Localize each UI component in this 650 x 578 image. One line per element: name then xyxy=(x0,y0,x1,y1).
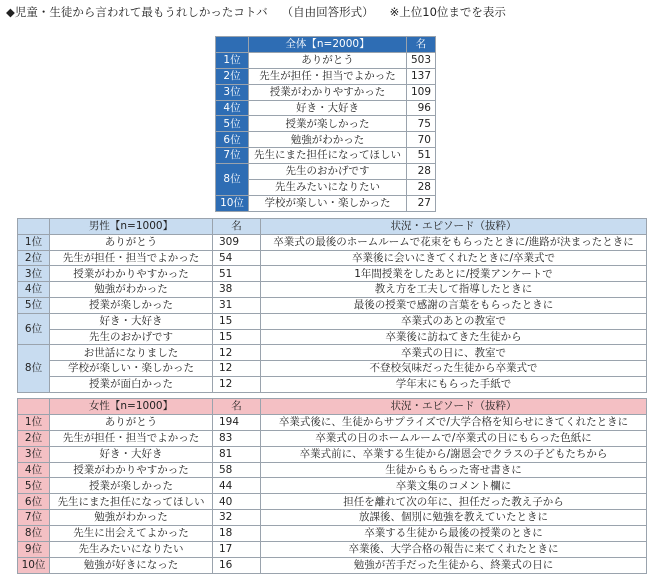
male-rank-cell: 1位 xyxy=(18,234,50,250)
page-title xyxy=(6,4,506,20)
male-table-row xyxy=(18,266,647,282)
female-phrase-cell: 授業が楽しかった xyxy=(50,478,213,494)
overall-count-header: 名 xyxy=(407,37,436,53)
male-count-cell: 12 xyxy=(213,376,261,392)
female-table-row xyxy=(18,446,647,462)
male-table-row xyxy=(18,345,647,361)
overall-phrase-cell: 先生が担任・担当でよかった xyxy=(249,68,407,84)
overall-count-cell: 75 xyxy=(407,116,436,132)
male-count-cell: 12 xyxy=(213,361,261,377)
overall-table-row xyxy=(216,84,436,100)
overall-header-row xyxy=(216,37,436,53)
title-note: ※上位10位までを表示 xyxy=(389,5,506,19)
overall-rank-header xyxy=(216,37,249,53)
male-rank-cell: 4位 xyxy=(18,282,50,298)
female-rank-cell: 1位 xyxy=(18,414,50,430)
female-table-row xyxy=(18,478,647,494)
male-rank-header xyxy=(18,219,50,235)
male-episode-cell: 最後の授業で感謝の言葉をもらったときに xyxy=(261,297,647,313)
male-table-row xyxy=(18,329,647,345)
male-count-cell: 31 xyxy=(213,297,261,313)
male-count-cell: 15 xyxy=(213,329,261,345)
female-table-row xyxy=(18,542,647,558)
male-table-row xyxy=(18,297,647,313)
overall-count-cell: 503 xyxy=(407,52,436,68)
overall-phrase-cell: 授業がわかりやすかった xyxy=(249,84,407,100)
female-count-cell: 16 xyxy=(213,557,261,573)
male-count-cell: 38 xyxy=(213,282,261,298)
male-rank-cell: 8位 xyxy=(18,345,50,392)
female-count-cell: 83 xyxy=(213,430,261,446)
female-table-row xyxy=(18,430,647,446)
male-phrase-cell: 授業が面白かった xyxy=(50,376,213,392)
overall-table-row xyxy=(216,52,436,68)
overall-rank-cell: 3位 xyxy=(216,84,249,100)
title-main: ◆児童・生徒から言われて最もうれしかったコトバ xyxy=(6,5,268,19)
female-table-row xyxy=(18,494,647,510)
title-format: （自由回答形式） xyxy=(281,5,374,19)
female-episode-cell: 担任を離れて次の年に、担任だった教え子から xyxy=(261,494,647,510)
female-phrase-cell: 先生に出会えてよかった xyxy=(50,526,213,542)
female-table-row xyxy=(18,557,647,573)
overall-rank-cell: 2位 xyxy=(216,68,249,84)
male-phrase-cell: お世話になりました xyxy=(50,345,213,361)
female-episode-header: 状況・エピソード（抜粋） xyxy=(261,399,647,415)
female-table xyxy=(17,398,647,574)
male-episode-header: 状況・エピソード（抜粋） xyxy=(261,219,647,235)
male-phrase-cell: 授業がわかりやすかった xyxy=(50,266,213,282)
overall-rank-cell: 1位 xyxy=(216,52,249,68)
overall-rank-cell: 6位 xyxy=(216,132,249,148)
male-phrase-cell: 先生が担任・担当でよかった xyxy=(50,250,213,266)
overall-table-row xyxy=(216,116,436,132)
female-table-row xyxy=(18,462,647,478)
female-phrase-cell: 先生が担任・担当でよかった xyxy=(50,430,213,446)
overall-table xyxy=(215,36,436,212)
overall-phrase-cell: 勉強がわかった xyxy=(249,132,407,148)
male-table-row xyxy=(18,250,647,266)
overall-table-row xyxy=(216,100,436,116)
overall-phrase-cell: 授業が楽しかった xyxy=(249,116,407,132)
male-count-cell: 309 xyxy=(213,234,261,250)
male-rank-cell: 6位 xyxy=(18,313,50,345)
female-episode-cell: 卒業後、大学合格の報告に来てくれたときに xyxy=(261,542,647,558)
female-episode-cell: 卒業文集のコメント欄に xyxy=(261,478,647,494)
female-count-cell: 44 xyxy=(213,478,261,494)
male-phrase-cell: 好き・大好き xyxy=(50,313,213,329)
female-header: 女性【n=1000】 xyxy=(50,399,213,415)
female-rank-cell: 6位 xyxy=(18,494,50,510)
male-header: 男性【n=1000】 xyxy=(50,219,213,235)
male-count-cell: 54 xyxy=(213,250,261,266)
female-table-row xyxy=(18,414,647,430)
female-count-cell: 40 xyxy=(213,494,261,510)
overall-header: 全体【n=2000】 xyxy=(249,37,407,53)
female-table-row xyxy=(18,526,647,542)
female-episode-cell: 卒業式前に、卒業する生徒から/謝恩会でクラスの子どもたちから xyxy=(261,446,647,462)
male-rank-cell: 5位 xyxy=(18,297,50,313)
overall-count-cell: 27 xyxy=(407,195,436,211)
male-phrase-cell: 勉強がわかった xyxy=(50,282,213,298)
male-phrase-cell: 授業が楽しかった xyxy=(50,297,213,313)
overall-table-row xyxy=(216,68,436,84)
male-phrase-cell: 先生のおかげです xyxy=(50,329,213,345)
female-count-cell: 194 xyxy=(213,414,261,430)
overall-table-row xyxy=(216,148,436,164)
female-count-cell: 58 xyxy=(213,462,261,478)
female-rank-cell: 9位 xyxy=(18,542,50,558)
overall-rank-cell: 10位 xyxy=(216,195,249,211)
male-count-cell: 12 xyxy=(213,345,261,361)
female-phrase-cell: 先生みたいになりたい xyxy=(50,542,213,558)
female-rank-cell: 4位 xyxy=(18,462,50,478)
female-episode-cell: 卒業する生徒から最後の授業のときに xyxy=(261,526,647,542)
male-count-cell: 15 xyxy=(213,313,261,329)
female-episode-cell: 放課後、個別に勉強を教えていたときに xyxy=(261,510,647,526)
male-table-row xyxy=(18,234,647,250)
male-table-row xyxy=(18,376,647,392)
male-table-row xyxy=(18,361,647,377)
male-count-cell: 51 xyxy=(213,266,261,282)
overall-phrase-cell: 好き・大好き xyxy=(249,100,407,116)
male-table-row xyxy=(18,313,647,329)
overall-count-cell: 137 xyxy=(407,68,436,84)
female-rank-cell: 10位 xyxy=(18,557,50,573)
female-phrase-cell: 授業がわかりやすかった xyxy=(50,462,213,478)
female-rank-cell: 7位 xyxy=(18,510,50,526)
female-phrase-cell: 勉強が好きになった xyxy=(50,557,213,573)
female-count-cell: 18 xyxy=(213,526,261,542)
overall-table-row xyxy=(216,195,436,211)
male-count-header: 名 xyxy=(213,219,261,235)
male-table-row xyxy=(18,282,647,298)
female-rank-cell: 8位 xyxy=(18,526,50,542)
female-phrase-cell: ありがとう xyxy=(50,414,213,430)
overall-count-cell: 70 xyxy=(407,132,436,148)
female-episode-cell: 勉強が苦手だった生徒から、終業式の日に xyxy=(261,557,647,573)
female-rank-cell: 2位 xyxy=(18,430,50,446)
male-phrase-cell: ありがとう xyxy=(50,234,213,250)
overall-rank-cell: 4位 xyxy=(216,100,249,116)
female-count-cell: 17 xyxy=(213,542,261,558)
female-episode-cell: 卒業式の日のホームルームで/卒業式の日にもらった色紙に xyxy=(261,430,647,446)
male-episode-cell: 卒業後に会いにきてくれたときに/卒業式で xyxy=(261,250,647,266)
male-rank-cell: 2位 xyxy=(18,250,50,266)
overall-count-cell: 28 xyxy=(407,180,436,196)
male-episode-cell: 卒業式の最後のホームルームで花束をもらったときに/進路が決まったときに xyxy=(261,234,647,250)
male-episode-cell: 学年末にもらった手紙で xyxy=(261,376,647,392)
overall-count-cell: 109 xyxy=(407,84,436,100)
female-rank-cell: 5位 xyxy=(18,478,50,494)
male-episode-cell: 不登校気味だった生徒から卒業式で xyxy=(261,361,647,377)
male-episode-cell: 卒業式の日に、教室で xyxy=(261,345,647,361)
overall-phrase-cell: 学校が楽しい・楽しかった xyxy=(249,195,407,211)
female-rank-cell: 3位 xyxy=(18,446,50,462)
female-count-header: 名 xyxy=(213,399,261,415)
female-episode-cell: 卒業式後に、生徒からサプライズで/大学合格を知らせにきてくれたときに xyxy=(261,414,647,430)
female-count-cell: 81 xyxy=(213,446,261,462)
overall-rank-cell: 8位 xyxy=(216,164,249,196)
female-phrase-cell: 先生にまた担任になってほしい xyxy=(50,494,213,510)
male-episode-cell: 教え方を工夫して指導したときに xyxy=(261,282,647,298)
overall-rank-cell: 7位 xyxy=(216,148,249,164)
overall-phrase-cell: ありがとう xyxy=(249,52,407,68)
male-rank-cell: 3位 xyxy=(18,266,50,282)
male-table xyxy=(17,218,647,393)
overall-phrase-cell: 先生のおかげです xyxy=(249,164,407,180)
male-header-row xyxy=(18,219,647,235)
overall-table-row xyxy=(216,132,436,148)
female-rank-header xyxy=(18,399,50,415)
overall-table-row xyxy=(216,164,436,180)
overall-phrase-cell: 先生にまた担任になってほしい xyxy=(249,148,407,164)
female-header-row xyxy=(18,399,647,415)
female-table-row xyxy=(18,510,647,526)
overall-rank-cell: 5位 xyxy=(216,116,249,132)
overall-table-row xyxy=(216,180,436,196)
male-episode-cell: 卒業式のあとの教室で xyxy=(261,313,647,329)
overall-count-cell: 28 xyxy=(407,164,436,180)
male-phrase-cell: 学校が楽しい・楽しかった xyxy=(50,361,213,377)
female-phrase-cell: 好き・大好き xyxy=(50,446,213,462)
female-count-cell: 32 xyxy=(213,510,261,526)
female-phrase-cell: 勉強がわかった xyxy=(50,510,213,526)
overall-phrase-cell: 先生みたいになりたい xyxy=(249,180,407,196)
overall-count-cell: 51 xyxy=(407,148,436,164)
female-episode-cell: 生徒からもらった寄せ書きに xyxy=(261,462,647,478)
male-episode-cell: 卒業後に訪ねてきた生徒から xyxy=(261,329,647,345)
male-episode-cell: 1年間授業をしたあとに/授業アンケートで xyxy=(261,266,647,282)
overall-count-cell: 96 xyxy=(407,100,436,116)
